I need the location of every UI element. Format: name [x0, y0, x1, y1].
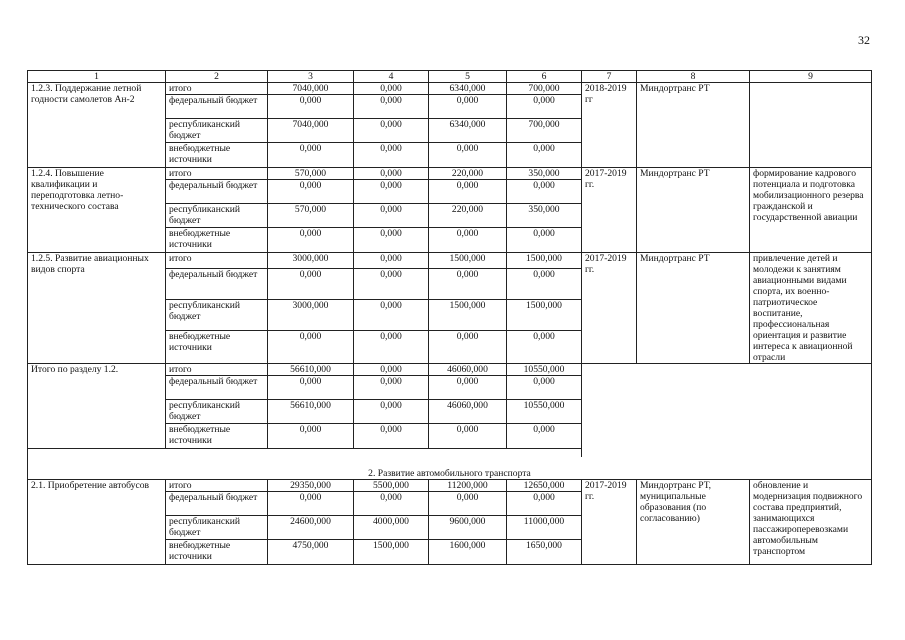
value-2017: 0,000 — [354, 228, 429, 253]
funding-source: республиканский бюджет — [166, 204, 268, 228]
table-row — [28, 480, 872, 492]
value-total: 570,000 — [268, 168, 354, 180]
value-2017: 0,000 — [354, 331, 429, 364]
value-2018: 6340,000 — [429, 119, 507, 143]
executor: Миндортранс РТ, муниципальные образования (по согласованию) — [637, 480, 750, 565]
value-2019: 10550,000 — [507, 400, 582, 424]
value-2017: 0,000 — [354, 400, 429, 424]
expected-result — [750, 83, 872, 168]
section-title: 2. Развитие автомобильного транспорта — [28, 457, 872, 480]
funding-source: внебюджетные источники — [166, 143, 268, 168]
value-2019: 350,000 — [507, 168, 582, 180]
value-total: 0,000 — [268, 228, 354, 253]
value-2017: 0,000 — [354, 492, 429, 516]
expected-result: обновление и модернизация подвижного состава предприятий, занимающихся пассажироперевозками автомобильным транспортом — [750, 480, 872, 565]
value-total: 56610,000 — [268, 364, 354, 376]
period: 2017-2019 гг. — [582, 253, 637, 364]
value-2018: 0,000 — [429, 228, 507, 253]
value-2018: 0,000 — [429, 180, 507, 204]
value-2017: 0,000 — [354, 424, 429, 449]
empty-cell — [582, 364, 872, 458]
value-2017: 0,000 — [354, 143, 429, 168]
value-2017: 0,000 — [354, 364, 429, 376]
value-total: 570,000 — [268, 204, 354, 228]
measure-name: 2.1. Приобретение автобусов — [28, 480, 166, 565]
funding-source: федеральный бюджет — [166, 492, 268, 516]
executor: Миндортранс РТ — [637, 83, 750, 168]
value-2018: 0,000 — [429, 95, 507, 119]
value-2018: 0,000 — [429, 331, 507, 364]
table-row — [28, 253, 872, 269]
measure-name: 1.2.4. Повышение квалификации и переподготовка летно-технического состава — [28, 168, 166, 253]
value-2018: 220,000 — [429, 204, 507, 228]
value-total: 0,000 — [268, 376, 354, 400]
column-header: 2 — [166, 71, 268, 83]
executor: Миндортранс РТ — [637, 168, 750, 253]
column-header: 7 — [582, 71, 637, 83]
column-header: 8 — [637, 71, 750, 83]
expected-result: формирование кадрового потенциала и подготовка мобилизационного резерва гражданской и государственной авиации — [750, 168, 872, 253]
column-header: 5 — [429, 71, 507, 83]
value-2018: 0,000 — [429, 268, 507, 299]
value-2019: 0,000 — [507, 268, 582, 299]
funding-source: федеральный бюджет — [166, 268, 268, 299]
program-table — [27, 70, 872, 565]
value-2018: 9600,000 — [429, 516, 507, 540]
value-total: 0,000 — [268, 95, 354, 119]
value-2019: 0,000 — [507, 424, 582, 449]
value-total: 29350,000 — [268, 480, 354, 492]
value-2017: 0,000 — [354, 376, 429, 400]
page-number: 32 — [858, 33, 870, 47]
value-2018: 1500,000 — [429, 253, 507, 269]
value-2017: 0,000 — [354, 180, 429, 204]
funding-source: итого — [166, 253, 268, 269]
value-2018: 1600,000 — [429, 540, 507, 565]
funding-source: внебюджетные источники — [166, 424, 268, 449]
funding-source: федеральный бюджет — [166, 180, 268, 204]
value-2019: 0,000 — [507, 180, 582, 204]
value-2018: 46060,000 — [429, 364, 507, 376]
value-2018: 46060,000 — [429, 400, 507, 424]
funding-source: республиканский бюджет — [166, 299, 268, 330]
value-total: 7040,000 — [268, 83, 354, 95]
value-2018: 0,000 — [429, 424, 507, 449]
value-2019: 1650,000 — [507, 540, 582, 565]
funding-source: итого — [166, 83, 268, 95]
table-row — [28, 168, 872, 180]
table-row — [28, 83, 872, 95]
funding-source: внебюджетные источники — [166, 540, 268, 565]
value-2019: 11000,000 — [507, 516, 582, 540]
measure-name: 1.2.3. Поддержание летной годности самолетов Ан-2 — [28, 83, 166, 168]
value-2017: 0,000 — [354, 168, 429, 180]
column-header-row — [28, 71, 872, 83]
value-total: 24600,000 — [268, 516, 354, 540]
value-total: 0,000 — [268, 143, 354, 168]
value-2018: 220,000 — [429, 168, 507, 180]
column-header: 6 — [507, 71, 582, 83]
value-total: 3000,000 — [268, 299, 354, 330]
funding-source: республиканский бюджет — [166, 119, 268, 143]
value-2019: 10550,000 — [507, 364, 582, 376]
executor: Миндортранс РТ — [637, 253, 750, 364]
total-name: Итого по разделу 1.2. — [28, 364, 166, 449]
value-2019: 0,000 — [507, 492, 582, 516]
column-header: 4 — [354, 71, 429, 83]
value-2019: 0,000 — [507, 228, 582, 253]
value-2018: 0,000 — [429, 376, 507, 400]
value-2017: 0,000 — [354, 95, 429, 119]
funding-source: итого — [166, 480, 268, 492]
period: 2018-2019 гг — [582, 83, 637, 168]
period: 2017-2019 гг. — [582, 480, 637, 565]
value-2018: 0,000 — [429, 492, 507, 516]
column-header: 1 — [28, 71, 166, 83]
value-2019: 350,000 — [507, 204, 582, 228]
empty-cell — [28, 449, 582, 458]
value-2019: 12650,000 — [507, 480, 582, 492]
measure-name: 1.2.5. Развитие авиационных видов спорта — [28, 253, 166, 364]
funding-source: республиканский бюджет — [166, 400, 268, 424]
table-row — [28, 364, 872, 376]
value-2019: 0,000 — [507, 143, 582, 168]
value-2019: 0,000 — [507, 331, 582, 364]
value-total: 0,000 — [268, 268, 354, 299]
value-total: 0,000 — [268, 492, 354, 516]
funding-source: внебюджетные источники — [166, 331, 268, 364]
value-2017: 4000,000 — [354, 516, 429, 540]
funding-source: внебюджетные источники — [166, 228, 268, 253]
value-2017: 0,000 — [354, 268, 429, 299]
value-2018: 6340,000 — [429, 83, 507, 95]
section-heading-row — [28, 457, 872, 480]
value-total: 56610,000 — [268, 400, 354, 424]
value-2019: 0,000 — [507, 376, 582, 400]
funding-source: федеральный бюджет — [166, 95, 268, 119]
funding-source: республиканский бюджет — [166, 516, 268, 540]
value-2018: 1500,000 — [429, 299, 507, 330]
column-header: 9 — [750, 71, 872, 83]
value-2017: 0,000 — [354, 83, 429, 95]
value-total: 7040,000 — [268, 119, 354, 143]
column-header: 3 — [268, 71, 354, 83]
period: 2017-2019 гг. — [582, 168, 637, 253]
value-2019: 1500,000 — [507, 299, 582, 330]
value-2019: 0,000 — [507, 95, 582, 119]
value-2017: 0,000 — [354, 299, 429, 330]
funding-source: федеральный бюджет — [166, 376, 268, 400]
value-2017: 0,000 — [354, 119, 429, 143]
value-2018: 0,000 — [429, 143, 507, 168]
value-total: 0,000 — [268, 424, 354, 449]
funding-source: итого — [166, 168, 268, 180]
value-total: 3000,000 — [268, 253, 354, 269]
value-2019: 1500,000 — [507, 253, 582, 269]
value-2019: 700,000 — [507, 83, 582, 95]
value-2017: 5500,000 — [354, 480, 429, 492]
value-2017: 0,000 — [354, 204, 429, 228]
expected-result: привлечение детей и молодежи к занятиям авиационными видами спорта, их военно-патриотическое воспитание, профессиональная ориентация и развитие интереса к авиационной отрасли — [750, 253, 872, 364]
value-2017: 0,000 — [354, 253, 429, 269]
value-2017: 1500,000 — [354, 540, 429, 565]
value-total: 4750,000 — [268, 540, 354, 565]
value-2018: 11200,000 — [429, 480, 507, 492]
funding-source: итого — [166, 364, 268, 376]
value-total: 0,000 — [268, 180, 354, 204]
value-total: 0,000 — [268, 331, 354, 364]
value-2019: 700,000 — [507, 119, 582, 143]
